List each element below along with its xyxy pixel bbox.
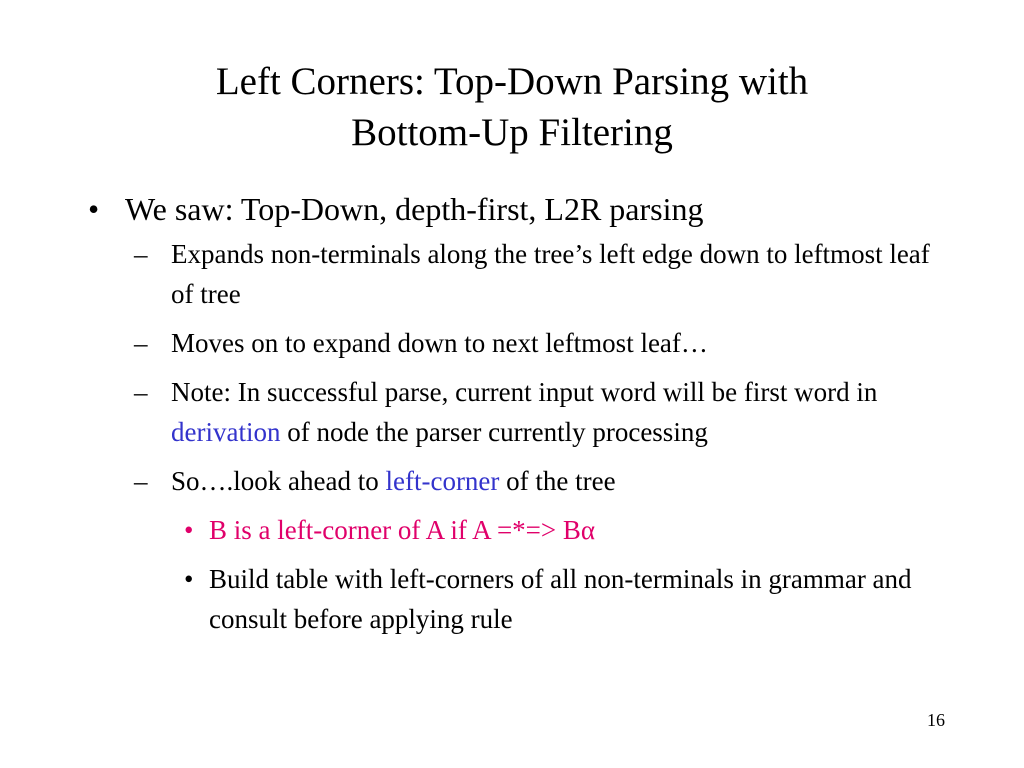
dash-marker: – [134, 239, 148, 269]
sub-sub-bullet-item [184, 559, 948, 639]
highlight-derivation: derivation [171, 417, 281, 447]
sub-bullet-item [134, 461, 948, 501]
page-number: 16 [927, 710, 945, 730]
sub-sub-bullet-list [88, 510, 948, 639]
dash-marker: – [134, 377, 148, 407]
sub-bullet-item [134, 372, 948, 452]
sub-bullet-text: Moves on to expand down to next leftmost leaf… [171, 328, 708, 358]
sub-bullet-text: Expands non-terminals along the tree’s left edge down to leftmost leaf of tree [171, 239, 930, 309]
sub-bullet-text-after: of node the parser currently processing [280, 417, 708, 447]
sub-bullet-item [134, 323, 948, 363]
dash-marker: – [134, 328, 148, 358]
bullet-marker: • [184, 564, 194, 594]
slide-body [88, 188, 948, 648]
bullet-item [88, 188, 948, 230]
bullet-marker: • [184, 515, 194, 545]
bullet-text: We saw: Top-Down, depth-first, L2R parsing [125, 191, 704, 227]
slide-title [0, 56, 1024, 158]
sub-sub-bullet-text: Build table with left-corners of all non-terminals in grammar and consult before applying rule [209, 564, 912, 634]
sub-bullet-text-after: of the tree [499, 466, 616, 496]
bullet-marker: • [88, 191, 100, 227]
sub-bullet-text-before: Note: In successful parse, current input word will be first word in [171, 377, 878, 407]
dash-marker: – [134, 466, 148, 496]
sub-sub-bullet-text: B is a left-corner of A if A =*=> Bα [209, 515, 596, 545]
sub-sub-bullet-item [184, 510, 948, 550]
sub-bullet-list [88, 234, 948, 501]
sub-bullet-text-before: So….look ahead to [171, 466, 386, 496]
sub-bullet-item [134, 234, 948, 314]
slide-title-line-2: Bottom-Up Filtering [351, 111, 673, 154]
slide-title-line-1: Left Corners: Top-Down Parsing with [215, 60, 809, 103]
highlight-left-corner: left-corner [385, 466, 500, 496]
